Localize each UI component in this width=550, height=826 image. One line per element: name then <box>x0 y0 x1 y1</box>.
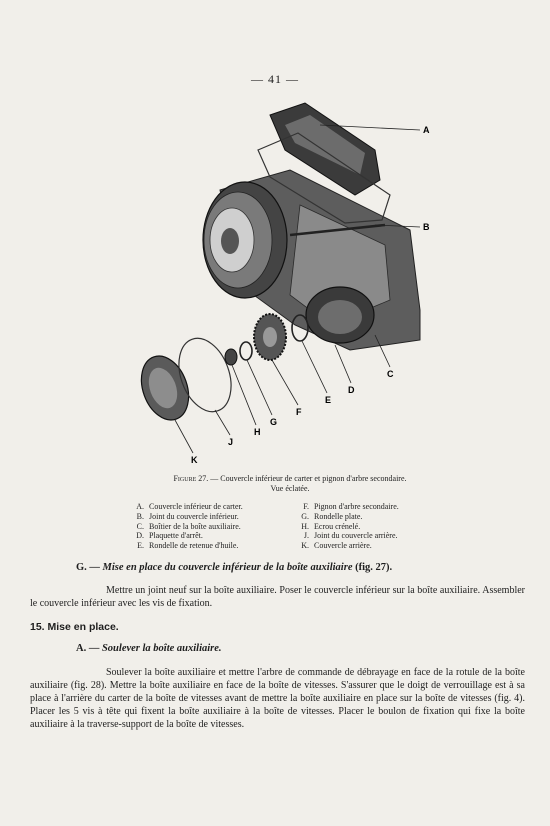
legend-item: K. Couvercle arrière. <box>301 541 372 551</box>
callout-c: C <box>387 369 394 379</box>
legend-item: B. Joint du couvercle inférieur. <box>136 511 239 521</box>
legend-item: J. Joint du couvercle arrière. <box>303 531 398 541</box>
step-g-heading: G. — Mise en place du couvercle inférieur de la boîte auxiliaire (fig. 27). <box>76 562 393 573</box>
legend-column-left <box>130 502 300 551</box>
legend-item: F. Pignon d'arbre secondaire. <box>303 502 399 511</box>
legend-item: A. Couvercle inférieur de carter. <box>136 502 243 511</box>
step-a-heading: A. — Soulever la boîte auxiliaire. <box>76 643 222 654</box>
callout-g: G <box>270 417 278 427</box>
figure-label: Figure 27. <box>173 474 209 483</box>
legend-column-right <box>295 502 465 551</box>
callout-k: K <box>191 455 198 465</box>
callout-b: B <box>423 222 430 232</box>
figure-caption-sub: Vue éclatée. <box>270 484 310 493</box>
legend-item: H. Ecrou crénelé. <box>301 521 361 531</box>
section-15-title: 15. Mise en place. <box>30 621 119 633</box>
legend-item: C. Boîtier de la boîte auxiliaire. <box>136 521 241 531</box>
legend-item: D. Plaquette d'arrêt. <box>136 531 203 541</box>
callout-a: A <box>423 125 430 135</box>
exploded-view-illustration <box>120 95 450 465</box>
step-a-paragraph: Soulever la boîte auxiliaire et mettre l'arbre de commande de débrayage en face de la rotule de la boîte auxiliaire (fig. 28). Mettre la boîte auxiliaire en face de la boîte de vitesses. S'assurer que le doigt de verrouillage est à sa place à l'arrière du carter de la boîte de vitesses avant de mettre la boîte auxiliaire en place sur la boîte de vitesses (fig. 4). Placer les 5 vis à tête qui fixent la boîte auxiliaire à la boîte de vitesses. Placer le boulon de fixation qui fixe la boîte auxiliaire à la traverse-support de la boîte de vitesses. <box>30 667 525 730</box>
callout-j: J <box>228 437 234 447</box>
callout-h: H <box>254 427 261 437</box>
page-number: — 41 — <box>251 72 299 86</box>
figure-caption <box>110 474 470 494</box>
callout-e: E <box>325 395 332 405</box>
callout-d: D <box>348 385 355 395</box>
step-g-paragraph: Mettre un joint neuf sur la boîte auxiliaire. Poser le couvercle inférieur sur la boîte auxiliaire. Assembler le couvercle inférieur avec les vis de fixation. <box>30 585 525 609</box>
legend-item: G. Rondelle plate. <box>301 511 363 521</box>
figure-caption-text: — Couvercle inférieur de carter et pignon d'arbre secondaire. <box>210 474 407 483</box>
callout-f: F <box>296 407 302 417</box>
legend-item: E. Rondelle de retenue d'huile. <box>137 541 239 551</box>
